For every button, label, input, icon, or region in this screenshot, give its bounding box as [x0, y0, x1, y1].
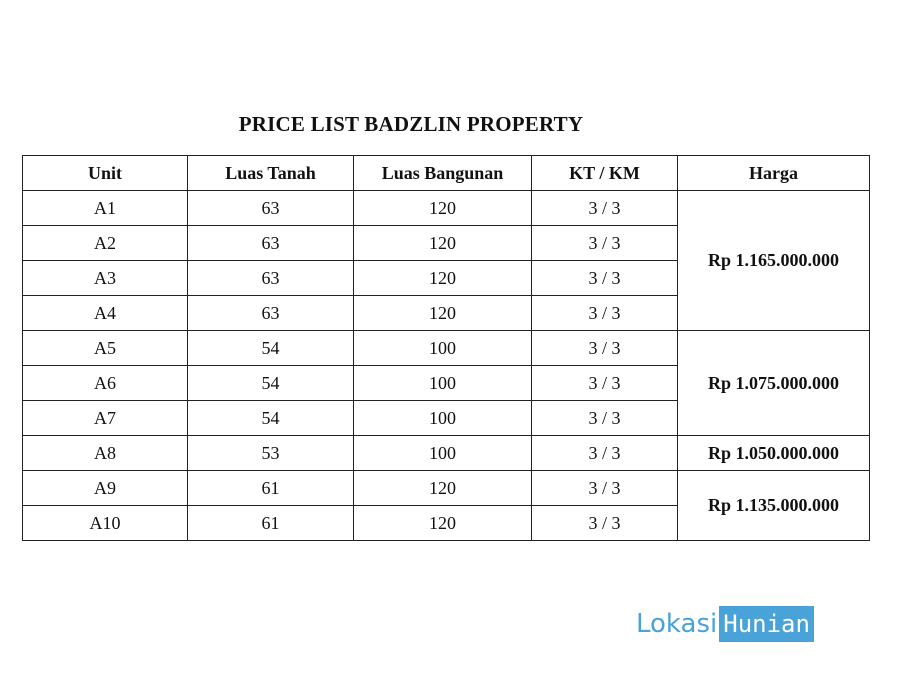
kt-km-cell: 3 / 3 — [532, 506, 678, 541]
table-row — [23, 436, 870, 471]
unit-cell: A4 — [23, 296, 188, 331]
luas-bangunan-cell: 120 — [354, 191, 532, 226]
column-header-kt-km: KT / KM — [532, 156, 678, 191]
kt-km-cell: 3 / 3 — [532, 191, 678, 226]
luas-bangunan-cell: 120 — [354, 506, 532, 541]
luas-tanah-cell: 63 — [188, 191, 354, 226]
lokasihunian-logo — [636, 606, 814, 642]
luas-tanah-cell: 63 — [188, 261, 354, 296]
unit-cell: A8 — [23, 436, 188, 471]
column-header-luas-tanah: Luas Tanah — [188, 156, 354, 191]
unit-cell: A1 — [23, 191, 188, 226]
luas-bangunan-cell: 120 — [354, 296, 532, 331]
price-cell: Rp 1.135.000.000 — [678, 471, 870, 541]
luas-bangunan-cell: 100 — [354, 366, 532, 401]
price-cell: Rp 1.165.000.000 — [678, 191, 870, 331]
table-header-row — [23, 156, 870, 191]
table-row — [23, 331, 870, 366]
table-row — [23, 191, 870, 226]
luas-tanah-cell: 63 — [188, 296, 354, 331]
kt-km-cell: 3 / 3 — [532, 436, 678, 471]
unit-cell: A5 — [23, 331, 188, 366]
kt-km-cell: 3 / 3 — [532, 226, 678, 261]
kt-km-cell: 3 / 3 — [532, 261, 678, 296]
luas-bangunan-cell: 120 — [354, 226, 532, 261]
logo-text-hunian: Hunian — [719, 606, 814, 642]
luas-tanah-cell: 61 — [188, 506, 354, 541]
kt-km-cell: 3 / 3 — [532, 331, 678, 366]
table-row — [23, 471, 870, 506]
page-title: PRICE LIST BADZLIN PROPERTY — [238, 112, 584, 136]
luas-tanah-cell: 63 — [188, 226, 354, 261]
luas-tanah-cell: 54 — [188, 401, 354, 436]
column-header-unit: Unit — [23, 156, 188, 191]
kt-km-cell: 3 / 3 — [532, 401, 678, 436]
luas-tanah-cell: 61 — [188, 471, 354, 506]
unit-cell: A10 — [23, 506, 188, 541]
luas-bangunan-cell: 100 — [354, 401, 532, 436]
kt-km-cell: 3 / 3 — [532, 471, 678, 506]
luas-tanah-cell: 54 — [188, 366, 354, 401]
luas-tanah-cell: 53 — [188, 436, 354, 471]
price-cell: Rp 1.075.000.000 — [678, 331, 870, 436]
luas-bangunan-cell: 120 — [354, 471, 532, 506]
luas-bangunan-cell: 100 — [354, 436, 532, 471]
unit-cell: A3 — [23, 261, 188, 296]
unit-cell: A7 — [23, 401, 188, 436]
kt-km-cell: 3 / 3 — [532, 366, 678, 401]
column-header-luas-bangunan: Luas Bangunan — [354, 156, 532, 191]
price-cell: Rp 1.050.000.000 — [678, 436, 870, 471]
luas-bangunan-cell: 100 — [354, 331, 532, 366]
kt-km-cell: 3 / 3 — [532, 296, 678, 331]
luas-bangunan-cell: 120 — [354, 261, 532, 296]
unit-cell: A9 — [23, 471, 188, 506]
unit-cell: A6 — [23, 366, 188, 401]
luas-tanah-cell: 54 — [188, 331, 354, 366]
price-table — [22, 155, 870, 541]
logo-text-lokasi: Lokasi — [636, 609, 718, 639]
column-header-harga: Harga — [678, 156, 870, 191]
unit-cell: A2 — [23, 226, 188, 261]
